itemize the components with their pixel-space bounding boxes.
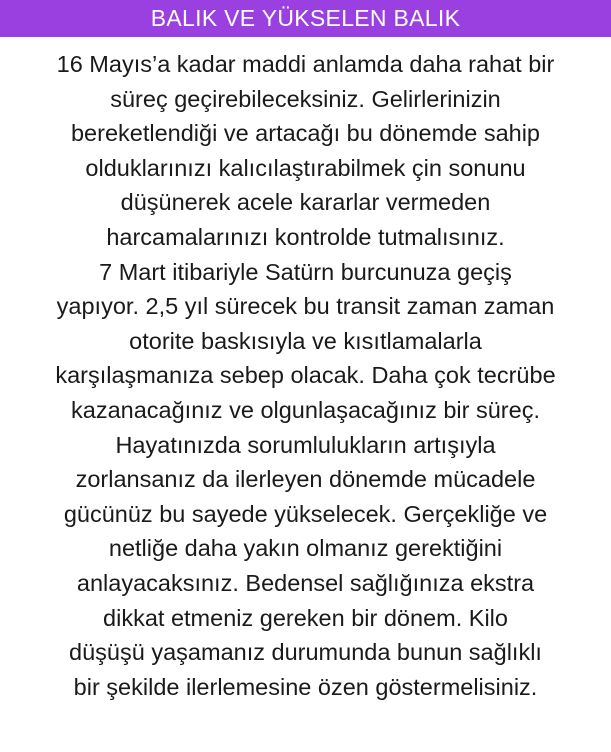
text-line: anlayacaksınız. Bedensel sağlığınıza ekstra: [76, 569, 535, 596]
text-line: otorite baskısıyla ve kısıtlamalarla: [129, 327, 482, 354]
text-line: gücünüz bu sayede yükselecek. Gerçekliğe ve: [63, 500, 548, 527]
horoscope-text: [0, 47, 611, 704]
text-line: düşüşü yaşamanız durumunda bunun sağlıklı: [69, 639, 542, 666]
text-line: 16 Mayıs’a kadar maddi anlamda daha rahat bir: [56, 51, 555, 77]
text-line: düşünerek acele kararlar vermeden: [120, 189, 491, 216]
text-line: zorlansanız da ilerleyen dönemde mücadele: [75, 466, 536, 493]
text-line: yapıyor. 2,5 yıl sürecek bu transit zaman zaman: [56, 293, 555, 320]
text-line: olduklarınızı kalıcılaştırabilmek çin sonunu: [85, 154, 526, 181]
text-line: 7 Mart itibariyle Satürn burcunuza geçiş: [99, 258, 512, 285]
text-line: süreç geçirebileceksiniz. Gelirlerinizin: [110, 85, 501, 112]
text-line: dikkat etmeniz gereken bir dönem. Kilo: [103, 604, 508, 631]
text-line: Hayatınızda sorumlulukların artışıyla: [115, 431, 496, 458]
text-line: bir şekilde ilerlemesine özen göstermelisiniz.: [73, 673, 538, 700]
text-line: bereketlendiği ve artacağı bu dönemde sahip: [70, 120, 540, 147]
page-title: BALIK VE YÜKSELEN BALIK: [150, 5, 461, 31]
title-banner: [0, 0, 611, 37]
text-line: netliğe daha yakın olmanız gerektiğini: [108, 535, 503, 562]
text-line: karşılaşmanıza sebep olacak. Daha çok tecrübe: [55, 362, 556, 389]
text-line: harcamalarınızı kontrolde tutmalısınız.: [106, 223, 505, 250]
text-line: kazanacağınız ve olgunlaşacağınız bir süreç.: [71, 396, 540, 423]
